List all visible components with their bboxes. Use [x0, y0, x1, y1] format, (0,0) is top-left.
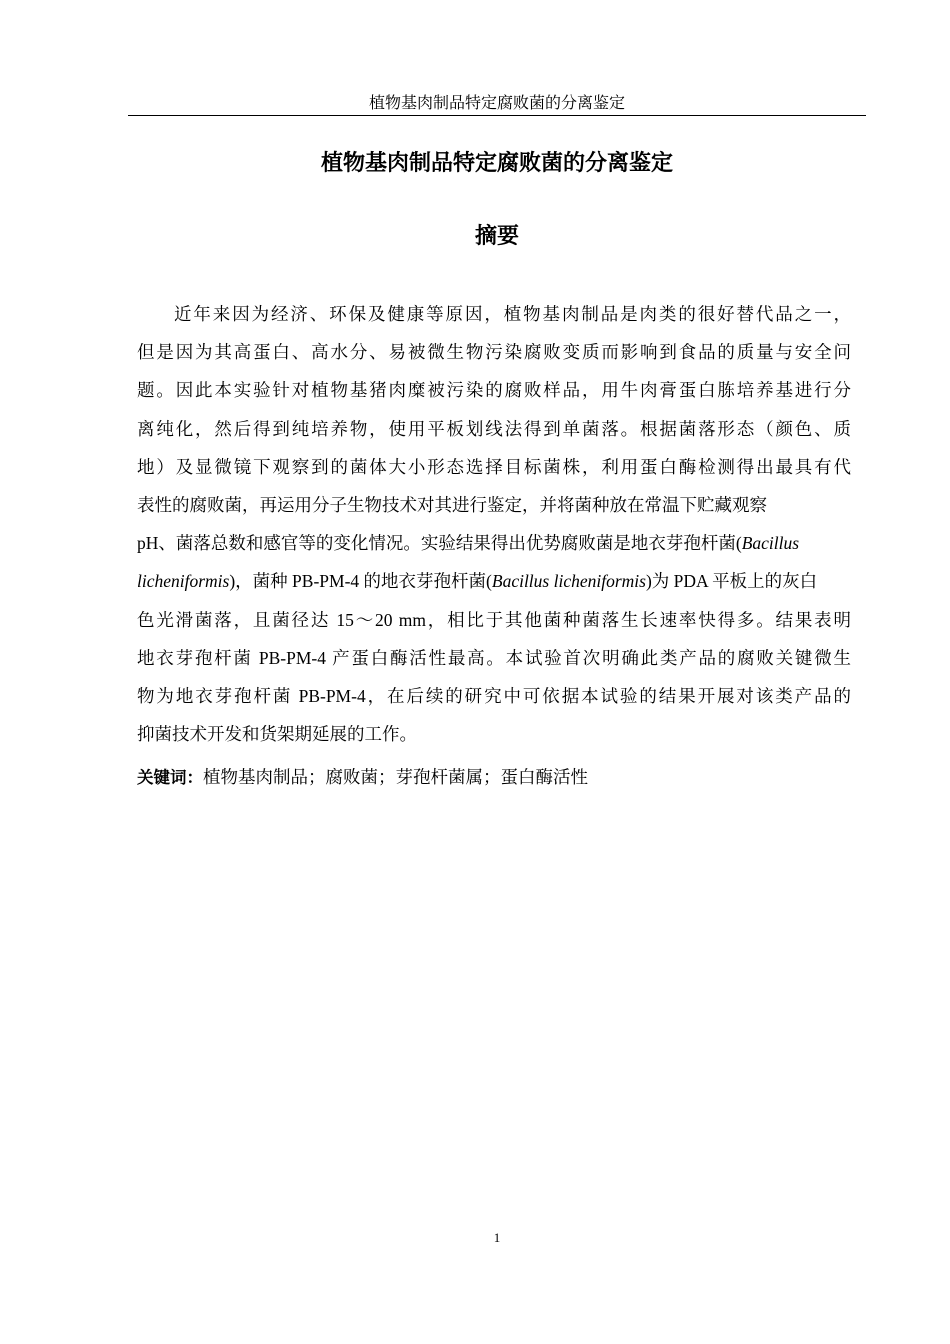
abstract-text: )，菌种 PB-PM-4 的地衣芽孢杆菌(	[229, 571, 492, 592]
abstract-line: 物为地衣芽孢杆菌 PB-PM-4，在后续的研究中可依据本试验的结果开展对该类产品的	[137, 685, 851, 706]
abstract-line: 表性的腐败菌，再运用分子生物技术对其进行鉴定，并将菌种放在常温下贮藏观察	[137, 494, 767, 515]
abstract-line: 离纯化，然后得到纯培养物，使用平板划线法得到单菌落。根据菌落形态（颜色、质	[137, 418, 851, 439]
abstract-line: 地衣芽孢杆菌 PB-PM-4 产蛋白酶活性最高。本试验首次明确此类产品的腐败关键微生	[137, 647, 851, 668]
document-title: 植物基肉制品特定腐败菌的分离鉴定	[320, 151, 673, 176]
page-number: 1	[493, 1230, 501, 1245]
abstract-line: 地）及显微镜下观察到的菌体大小形态选择目标菌株，利用蛋白酶检测得出最具有代	[137, 456, 851, 477]
abstract-line: 题。因此本实验针对植物基猪肉糜被污染的腐败样品，用牛肉膏蛋白胨培养基进行分	[137, 380, 851, 401]
species-name: licheniformis	[137, 571, 230, 592]
abstract-line	[137, 562, 851, 600]
abstract-text: )为 PDA 平板上的灰白	[645, 571, 818, 592]
keywords	[137, 758, 851, 797]
abstract-body	[137, 295, 851, 753]
abstract-line: 但是因为其高蛋白、高水分、易被微生物污染腐败变质而影响到食品的质量与安全问	[137, 342, 851, 363]
abstract-line: 色光滑菌落，且菌径达 15～20 mm，相比于其他菌种菌落生长速率快得多。结果表明	[137, 609, 851, 630]
species-name: Bacillus licheniformis	[491, 571, 646, 592]
keywords-label: 关键词：	[137, 768, 203, 787]
abstract-line: 抑菌技术开发和货架期延展的工作。	[137, 724, 417, 745]
abstract-line: 近年来因为经济、环保及健康等原因，植物基肉制品是肉类的很好替代品之一，	[174, 304, 851, 324]
running-header: 植物基肉制品特定腐败菌的分离鉴定	[128, 93, 866, 116]
species-name: Bacillus	[741, 533, 800, 554]
abstract-line	[137, 524, 851, 562]
abstract-heading: 摘要	[474, 224, 519, 249]
abstract-text: pH、菌落总数和感官等的变化情况。实验结果得出优势腐败菌是地衣芽孢杆菌(	[137, 533, 742, 554]
keywords-text: 植物基肉制品；腐败菌；芽孢杆菌属；蛋白酶活性	[203, 767, 588, 787]
